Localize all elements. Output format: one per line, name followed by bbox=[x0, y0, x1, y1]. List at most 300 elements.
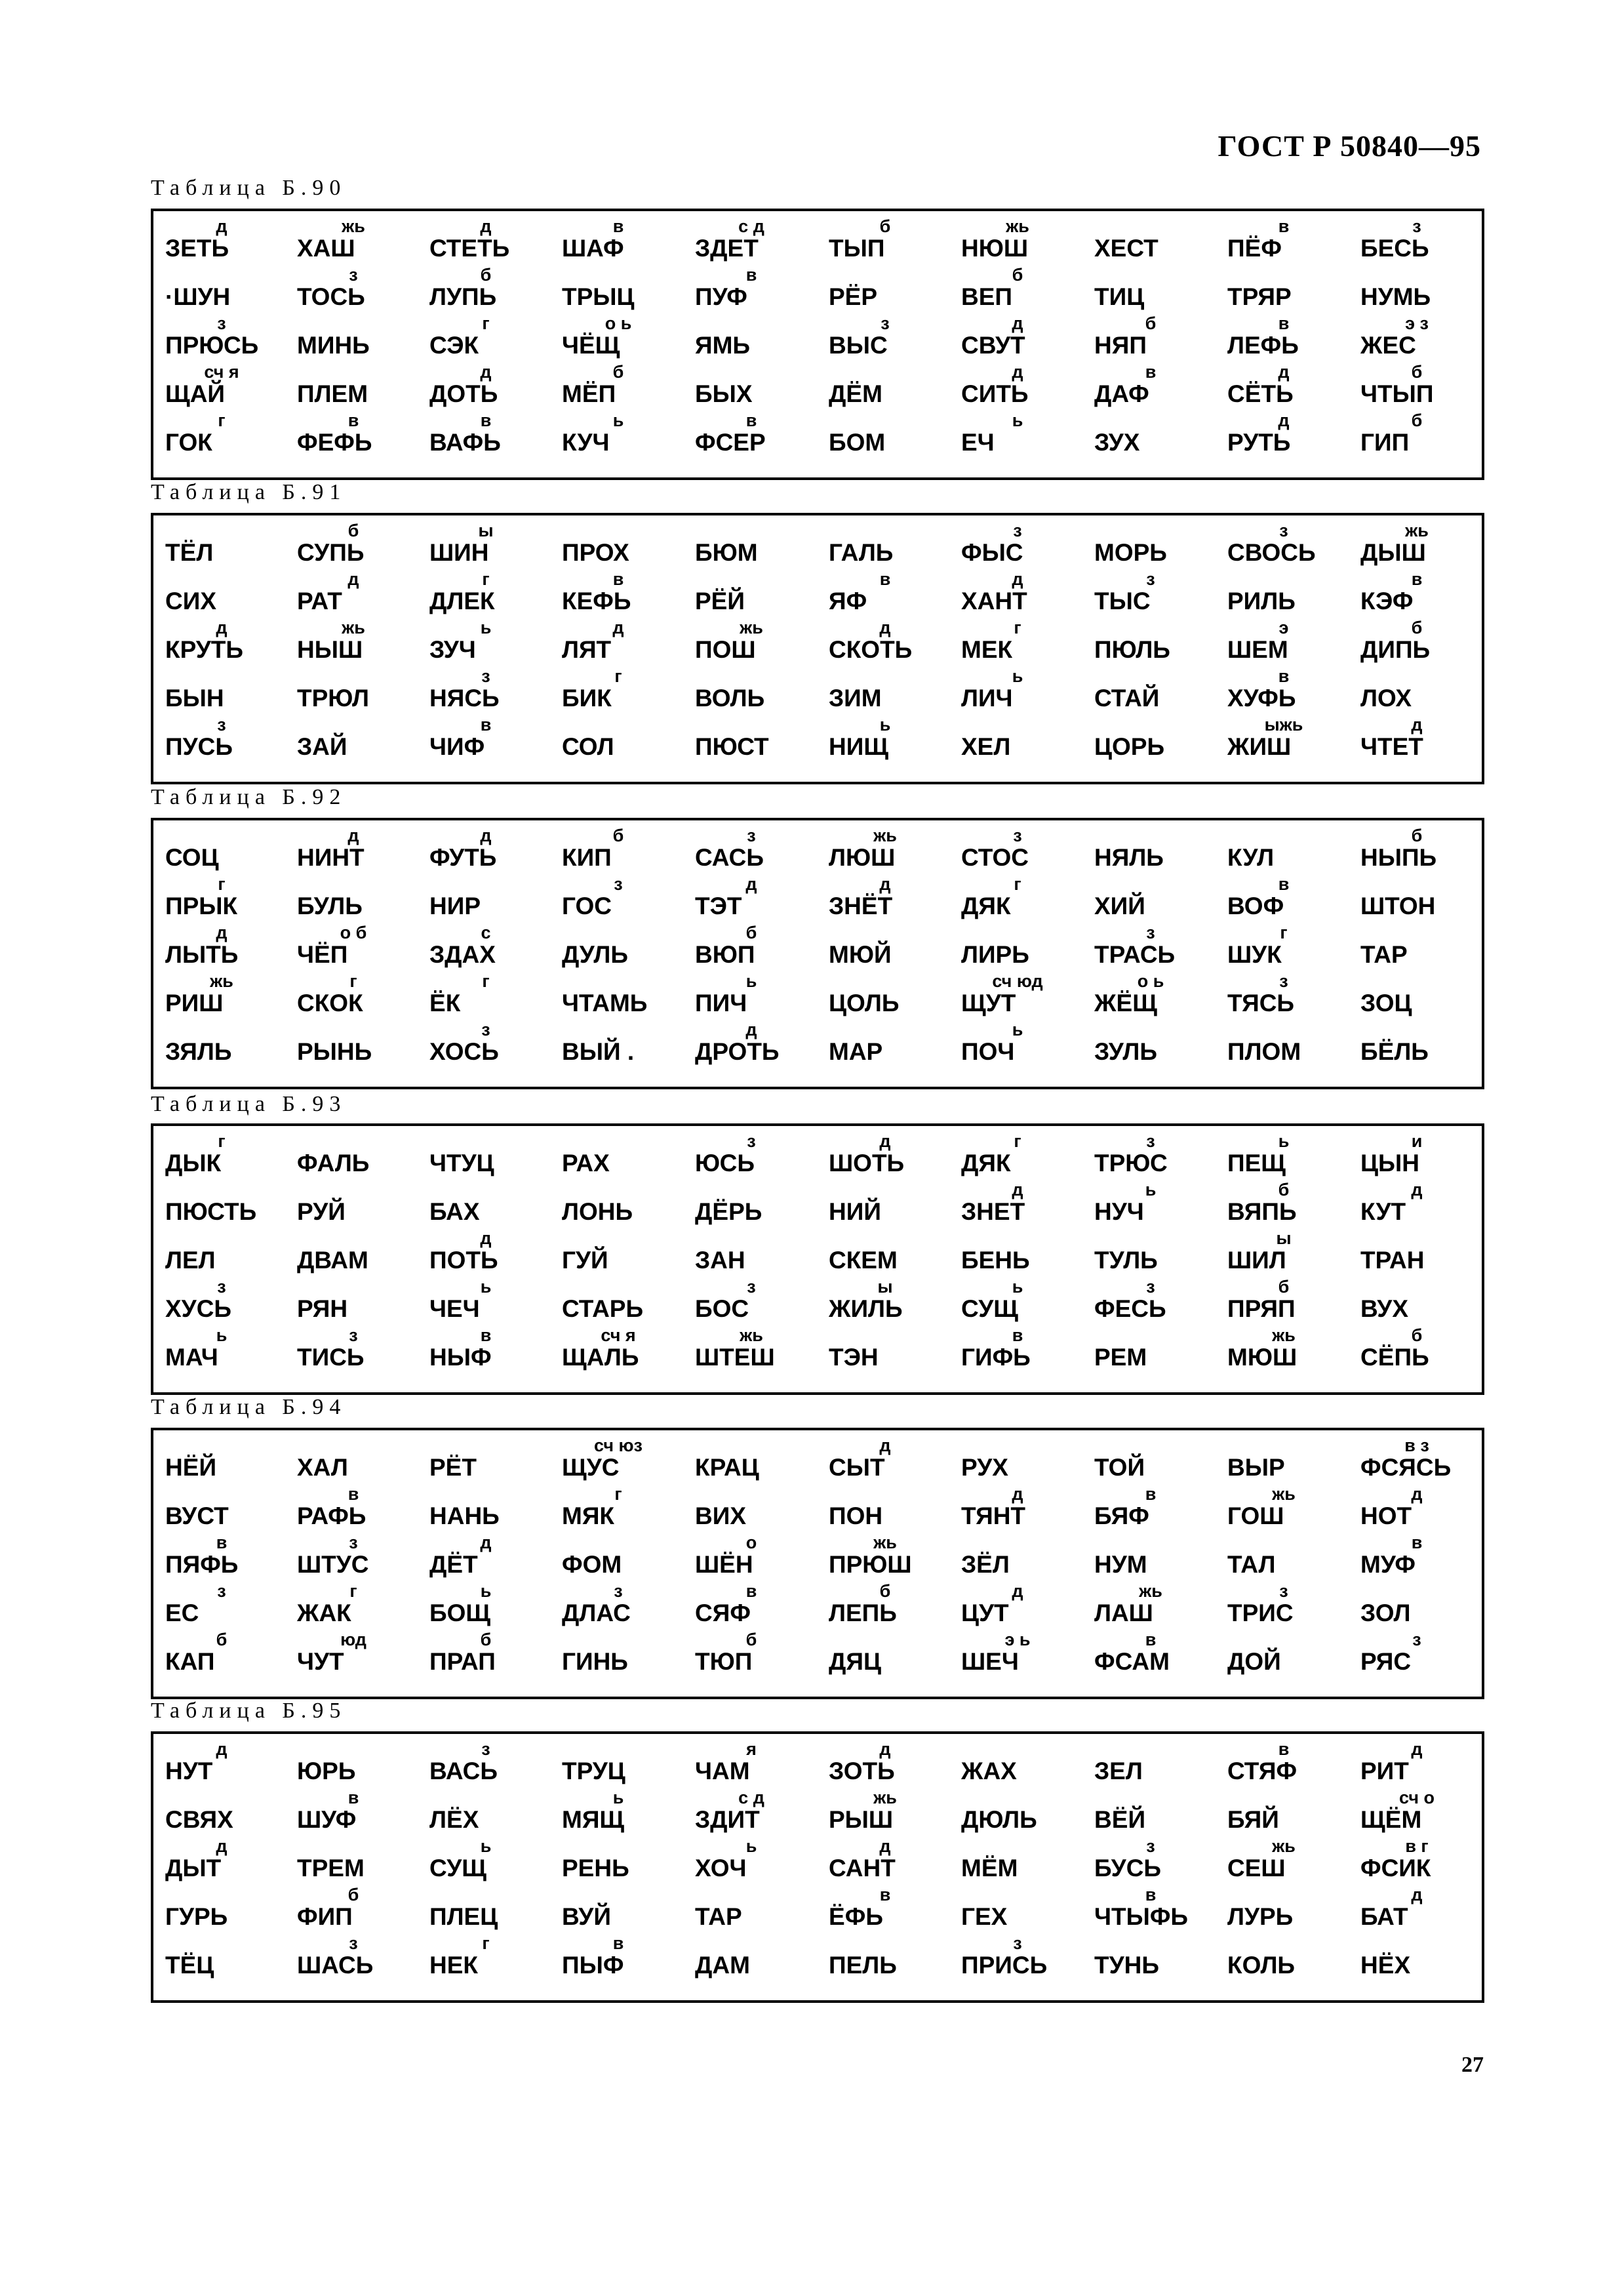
table-cell bbox=[156, 1020, 287, 1068]
cell-variant-annotation: о ь bbox=[1137, 971, 1164, 991]
table-cell bbox=[1351, 1836, 1482, 1885]
table-cell bbox=[1351, 1277, 1482, 1325]
cell-word: ЦОРЬ bbox=[1094, 733, 1165, 760]
cell-word: ГУРЬ bbox=[165, 1903, 228, 1930]
cell-variant-annotation: о б bbox=[340, 923, 367, 942]
cell-variant-annotation: с bbox=[481, 923, 491, 942]
table-cell bbox=[686, 874, 817, 923]
cell-word: ХОЧ bbox=[695, 1855, 747, 1882]
table-cell bbox=[952, 923, 1083, 971]
table-cell bbox=[1218, 618, 1349, 666]
cell-word: ЧТЕТ bbox=[1360, 733, 1423, 760]
table-cell bbox=[1351, 521, 1482, 569]
cell-variant-annotation: г bbox=[482, 313, 490, 333]
table-cell bbox=[1218, 1325, 1349, 1374]
cell-word: ГИНЬ bbox=[562, 1648, 628, 1675]
table-cell bbox=[1085, 1277, 1216, 1325]
table-cell bbox=[156, 411, 287, 459]
table-cell bbox=[420, 1180, 551, 1228]
syllable-table bbox=[151, 818, 1484, 1089]
cell-word: ТИСЬ bbox=[297, 1344, 365, 1371]
cell-variant-annotation: б bbox=[1411, 362, 1423, 382]
cell-variant-annotation: ь bbox=[1012, 1277, 1023, 1297]
table-cell bbox=[288, 1277, 419, 1325]
table-cell bbox=[288, 874, 419, 923]
cell-variant-annotation: в bbox=[745, 265, 757, 285]
table-cell bbox=[288, 1630, 419, 1678]
cell-variant-annotation: д bbox=[480, 1533, 492, 1552]
cell-variant-annotation: ь bbox=[1145, 1180, 1157, 1199]
cell-word: ЗОЛ bbox=[1360, 1600, 1411, 1626]
table-cell bbox=[553, 1228, 684, 1277]
cell-word: СЭК bbox=[429, 332, 479, 359]
cell-variant-annotation: в bbox=[1411, 569, 1423, 589]
cell-variant-annotation: д bbox=[879, 618, 891, 637]
cell-word: ЯМЬ bbox=[695, 332, 751, 359]
cell-variant-annotation: з bbox=[349, 265, 358, 285]
cell-variant-annotation: г bbox=[1014, 618, 1021, 637]
cell-word: ГИП bbox=[1360, 429, 1410, 456]
cell-word: БУЛЬ bbox=[297, 893, 363, 919]
cell-word: НЫПЬ bbox=[1360, 844, 1437, 871]
table-cell bbox=[1218, 666, 1349, 715]
cell-word: ШОТЬ bbox=[829, 1150, 905, 1177]
cell-word: РЕНЬ bbox=[562, 1855, 629, 1882]
table-cell bbox=[156, 1630, 287, 1678]
cell-variant-annotation: б bbox=[1278, 1180, 1290, 1199]
table-cell bbox=[1085, 1436, 1216, 1484]
cell-word: БЕНЬ bbox=[961, 1247, 1030, 1274]
table-cell bbox=[686, 1277, 817, 1325]
cell-word: ЖИЛЬ bbox=[829, 1295, 903, 1322]
table-cell bbox=[420, 1836, 551, 1885]
cell-word: НАНЬ bbox=[429, 1502, 500, 1529]
cell-variant-annotation: з bbox=[1146, 1277, 1155, 1297]
cell-word: БЮМ bbox=[695, 539, 758, 566]
table-cell bbox=[1218, 715, 1349, 763]
table-cell bbox=[952, 1277, 1083, 1325]
cell-variant-annotation: в bbox=[879, 1885, 891, 1904]
cell-variant-annotation: д bbox=[347, 826, 359, 845]
table-cell bbox=[952, 1739, 1083, 1788]
cell-variant-annotation: в bbox=[1278, 874, 1290, 894]
cell-variant-annotation: в bbox=[480, 1325, 492, 1345]
table-cell bbox=[1218, 1788, 1349, 1836]
cell-word: ВОФ bbox=[1227, 893, 1284, 919]
cell-variant-annotation: з bbox=[349, 1933, 358, 1953]
table-cell bbox=[420, 618, 551, 666]
cell-word: ФЕФЬ bbox=[297, 429, 372, 456]
cell-variant-annotation: в bbox=[879, 569, 891, 589]
table-cell bbox=[686, 1630, 817, 1678]
cell-variant-annotation: ь bbox=[480, 618, 492, 637]
table-cell bbox=[420, 1788, 551, 1836]
table-cell bbox=[156, 923, 287, 971]
table-cell bbox=[1085, 1630, 1216, 1678]
cell-word: ВЕП bbox=[961, 283, 1012, 310]
table-cell bbox=[1351, 1739, 1482, 1788]
cell-variant-annotation: жь bbox=[1272, 1484, 1296, 1504]
cell-word: ЧУТ bbox=[297, 1648, 344, 1675]
table-cell bbox=[952, 1325, 1083, 1374]
cell-word: ВЁЙ bbox=[1094, 1806, 1146, 1833]
cell-word: РЯС bbox=[1360, 1648, 1412, 1675]
table-cell bbox=[820, 1533, 951, 1581]
cell-word: ПЫФ bbox=[562, 1952, 624, 1979]
cell-variant-annotation: з bbox=[1013, 826, 1022, 845]
table-cell bbox=[1085, 265, 1216, 313]
table-cell bbox=[288, 923, 419, 971]
cell-variant-annotation: жь bbox=[873, 826, 897, 845]
table-cell bbox=[952, 362, 1083, 411]
table-cell bbox=[553, 1180, 684, 1228]
table-cell bbox=[820, 569, 951, 618]
table-cell bbox=[420, 1885, 551, 1933]
table-cell bbox=[820, 1933, 951, 1982]
cell-word: РЕМ bbox=[1094, 1344, 1147, 1371]
table-caption: Таблица Б.92 bbox=[151, 785, 347, 809]
table-cell bbox=[420, 1581, 551, 1630]
table-cell bbox=[952, 569, 1083, 618]
cell-word: НЁЙ bbox=[165, 1454, 217, 1481]
cell-word: ФСАМ bbox=[1094, 1648, 1170, 1675]
table-cell bbox=[1218, 569, 1349, 618]
table-cell bbox=[1218, 1228, 1349, 1277]
cell-variant-annotation: б bbox=[879, 1581, 891, 1601]
cell-word: ПОН bbox=[829, 1502, 883, 1529]
cell-word: ХАШ bbox=[297, 235, 355, 262]
cell-word: ДРОТЬ bbox=[695, 1038, 780, 1065]
cell-variant-annotation: жь bbox=[210, 971, 233, 991]
cell-word: СЫТ bbox=[829, 1454, 885, 1481]
table-cell bbox=[1351, 411, 1482, 459]
cell-word: ПРЯП bbox=[1227, 1295, 1296, 1322]
cell-word: ПЮСТЬ bbox=[165, 1198, 257, 1225]
cell-word: ГОС bbox=[562, 893, 612, 919]
table-cell bbox=[1218, 362, 1349, 411]
cell-word: МОРЬ bbox=[1094, 539, 1167, 566]
table-cell bbox=[420, 1484, 551, 1533]
cell-word: ФСИК bbox=[1360, 1855, 1431, 1882]
cell-word: МУФ bbox=[1360, 1551, 1416, 1578]
table-cell bbox=[156, 521, 287, 569]
cell-variant-annotation: з bbox=[1279, 521, 1288, 540]
table-cell bbox=[288, 1484, 419, 1533]
cell-variant-annotation: ь bbox=[745, 1836, 757, 1856]
cell-variant-annotation: б bbox=[1411, 1325, 1423, 1345]
table-cell bbox=[1218, 1020, 1349, 1068]
table-cell bbox=[420, 666, 551, 715]
table-cell bbox=[1085, 1533, 1216, 1581]
table-caption: Таблица Б.90 bbox=[151, 176, 347, 200]
cell-word: КЕФЬ bbox=[562, 588, 631, 614]
table-cell bbox=[1351, 971, 1482, 1020]
cell-word: БОМ bbox=[829, 429, 886, 456]
cell-word: СТАРЬ bbox=[562, 1295, 644, 1322]
table-cell bbox=[686, 1533, 817, 1581]
cell-word: НЯП bbox=[1094, 332, 1147, 359]
table-cell bbox=[288, 715, 419, 763]
cell-word: ТОСЬ bbox=[297, 283, 365, 310]
table-cell bbox=[820, 1277, 951, 1325]
table-cell bbox=[1218, 1933, 1349, 1982]
cell-variant-annotation: жь bbox=[1139, 1581, 1162, 1601]
table-cell bbox=[686, 1933, 817, 1982]
cell-word: ЦЫН bbox=[1360, 1150, 1419, 1177]
cell-word: ТЯНТ bbox=[961, 1502, 1026, 1529]
cell-variant-annotation: д bbox=[216, 1836, 228, 1856]
cell-word: СИХ bbox=[165, 588, 216, 614]
syllable-table bbox=[151, 513, 1484, 784]
cell-word: ТЭН bbox=[829, 1344, 879, 1371]
cell-word: ЗДИТ bbox=[695, 1806, 760, 1833]
cell-word: КАП bbox=[165, 1648, 215, 1675]
cell-variant-annotation: з bbox=[217, 1581, 226, 1601]
table-cell bbox=[1085, 216, 1216, 265]
cell-word: РУТЬ bbox=[1227, 429, 1291, 456]
table-cell bbox=[553, 265, 684, 313]
cell-variant-annotation: ь bbox=[1012, 1020, 1023, 1039]
table-cell bbox=[156, 265, 287, 313]
table-cell bbox=[1351, 1484, 1482, 1533]
cell-word: БЁЛЬ bbox=[1360, 1038, 1429, 1065]
table-cell bbox=[952, 971, 1083, 1020]
document-header: ГОСТ Р 50840—95 bbox=[1218, 129, 1481, 163]
cell-word: ДИПЬ bbox=[1360, 636, 1431, 663]
cell-word: ЗУХ bbox=[1094, 429, 1140, 456]
cell-word: ВЫР bbox=[1227, 1454, 1285, 1481]
cell-variant-annotation: в bbox=[1145, 362, 1157, 382]
cell-variant-annotation: з bbox=[1146, 923, 1155, 942]
table-cell bbox=[288, 1533, 419, 1581]
cell-variant-annotation: ь bbox=[745, 971, 757, 991]
cell-word: ЛЁХ bbox=[429, 1806, 479, 1833]
cell-word: КРУТЬ bbox=[165, 636, 243, 663]
table-cell bbox=[420, 1325, 551, 1374]
table-cell bbox=[1218, 313, 1349, 362]
cell-word: НУМ bbox=[1094, 1551, 1147, 1578]
cell-word: ДЯЦ bbox=[829, 1648, 881, 1675]
cell-word: ДАФ bbox=[1094, 380, 1149, 407]
cell-word: ТРЮС bbox=[1094, 1150, 1168, 1177]
table-cell bbox=[952, 1581, 1083, 1630]
table-cell bbox=[686, 1180, 817, 1228]
cell-word: СЁТЬ bbox=[1227, 380, 1294, 407]
table-cell bbox=[1351, 1131, 1482, 1180]
cell-variant-annotation: с д bbox=[738, 1788, 764, 1807]
table-cell bbox=[156, 618, 287, 666]
cell-word: РУЙ bbox=[297, 1198, 346, 1225]
cell-variant-annotation: з bbox=[747, 1131, 756, 1151]
cell-variant-annotation: в bbox=[745, 411, 757, 430]
cell-variant-annotation: д bbox=[879, 1436, 891, 1455]
cell-word: РЁР bbox=[829, 283, 878, 310]
cell-word: ТИЦ bbox=[1094, 283, 1145, 310]
table-cell bbox=[820, 666, 951, 715]
cell-word: СИТЬ bbox=[961, 380, 1029, 407]
table-cell bbox=[1218, 1533, 1349, 1581]
table-cell bbox=[1085, 1885, 1216, 1933]
cell-variant-annotation: в bbox=[480, 715, 492, 735]
table-cell bbox=[1218, 521, 1349, 569]
cell-word: ЩУТ bbox=[961, 990, 1016, 1017]
cell-word: ЛЯТ bbox=[562, 636, 612, 663]
table-cell bbox=[156, 569, 287, 618]
table-cell bbox=[288, 1228, 419, 1277]
table-cell bbox=[156, 1180, 287, 1228]
cell-variant-annotation: в г bbox=[1405, 1836, 1429, 1856]
cell-variant-annotation: г bbox=[482, 1933, 490, 1953]
table-cell bbox=[420, 313, 551, 362]
cell-variant-annotation: з bbox=[1412, 216, 1421, 236]
cell-word: ЕС bbox=[165, 1600, 199, 1626]
table-cell bbox=[1085, 715, 1216, 763]
table-cell bbox=[820, 1630, 951, 1678]
cell-variant-annotation: ы bbox=[1276, 1228, 1292, 1248]
cell-word: МЁМ bbox=[961, 1855, 1018, 1882]
cell-word: СВУТ bbox=[961, 332, 1025, 359]
table-cell bbox=[156, 1739, 287, 1788]
cell-variant-annotation: ь bbox=[216, 1325, 228, 1345]
table-cell bbox=[553, 1836, 684, 1885]
cell-word: РЁТ bbox=[429, 1454, 477, 1481]
table-cell bbox=[1085, 874, 1216, 923]
table-cell bbox=[553, 569, 684, 618]
table-cell bbox=[952, 265, 1083, 313]
table-cell bbox=[952, 313, 1083, 362]
table-cell bbox=[156, 313, 287, 362]
cell-word: БАТ bbox=[1360, 1903, 1408, 1930]
cell-word: ДВАМ bbox=[297, 1247, 368, 1274]
cell-variant-annotation: б bbox=[1411, 411, 1423, 430]
cell-variant-annotation: ь bbox=[1012, 666, 1023, 686]
cell-variant-annotation: в bbox=[745, 1581, 757, 1601]
cell-word: ХИЙ bbox=[1094, 893, 1145, 919]
table-cell bbox=[952, 666, 1083, 715]
table-cell bbox=[288, 618, 419, 666]
table-cell bbox=[553, 216, 684, 265]
table-cell bbox=[1351, 265, 1482, 313]
table-cell bbox=[686, 1788, 817, 1836]
cell-variant-annotation: з bbox=[1013, 1933, 1022, 1953]
table-cell bbox=[686, 569, 817, 618]
table-cell bbox=[420, 1020, 551, 1068]
table-cell bbox=[156, 971, 287, 1020]
table-cell bbox=[686, 1739, 817, 1788]
table-cell bbox=[420, 1933, 551, 1982]
cell-word: СКОТЬ bbox=[829, 636, 913, 663]
cell-word: ФСЕР bbox=[695, 429, 766, 456]
table-cell bbox=[820, 923, 951, 971]
table-cell bbox=[1085, 313, 1216, 362]
table-cell bbox=[820, 1131, 951, 1180]
cell-word: СОЛ bbox=[562, 733, 614, 760]
cell-word: ШТУС bbox=[297, 1551, 369, 1578]
cell-word: ДЫТ bbox=[165, 1855, 222, 1882]
cell-word: НИЙ bbox=[829, 1198, 881, 1225]
table-cell bbox=[1218, 1581, 1349, 1630]
table-cell bbox=[952, 1131, 1083, 1180]
cell-variant-annotation: г bbox=[218, 411, 226, 430]
table-cell bbox=[156, 666, 287, 715]
table-cell bbox=[156, 1885, 287, 1933]
table-cell bbox=[553, 521, 684, 569]
table-caption: Таблица Б.91 bbox=[151, 480, 347, 504]
cell-variant-annotation: жь bbox=[342, 618, 365, 637]
cell-word: ЖАК bbox=[297, 1600, 351, 1626]
table-cell bbox=[288, 1581, 419, 1630]
cell-word: ЖАХ bbox=[961, 1758, 1017, 1784]
cell-word: РАФЬ bbox=[297, 1502, 366, 1529]
table-cell bbox=[288, 362, 419, 411]
cell-word: НИЩ bbox=[829, 733, 889, 760]
cell-variant-annotation: з bbox=[1412, 1630, 1421, 1649]
table-cell bbox=[686, 362, 817, 411]
cell-variant-annotation: д bbox=[1012, 1581, 1023, 1601]
table-cell bbox=[1351, 362, 1482, 411]
table-cell bbox=[820, 1325, 951, 1374]
table-cell bbox=[156, 715, 287, 763]
table-cell bbox=[553, 666, 684, 715]
cell-variant-annotation: жь bbox=[740, 618, 763, 637]
cell-variant-annotation: д bbox=[1411, 1180, 1423, 1199]
cell-word: ШЁН bbox=[695, 1551, 753, 1578]
cell-word: ШИН bbox=[429, 539, 489, 566]
cell-word: БОЩ bbox=[429, 1600, 491, 1626]
table-cell bbox=[1218, 1131, 1349, 1180]
cell-word: ГОК bbox=[165, 429, 212, 456]
table-cell bbox=[420, 1630, 551, 1678]
cell-word: НЮШ bbox=[961, 235, 1029, 262]
cell-word: МЯЩ bbox=[562, 1806, 625, 1833]
cell-word: НЫШ bbox=[297, 636, 363, 663]
table-caption: Таблица Б.94 bbox=[151, 1395, 347, 1419]
cell-word: ГЕХ bbox=[961, 1903, 1008, 1930]
cell-word: ПРАП bbox=[429, 1648, 496, 1675]
table-cell bbox=[952, 216, 1083, 265]
table-cell bbox=[820, 1885, 951, 1933]
table-cell bbox=[1085, 1933, 1216, 1982]
cell-word: КУЛ bbox=[1227, 844, 1275, 871]
cell-word: ТЭТ bbox=[695, 893, 742, 919]
table-cell bbox=[553, 923, 684, 971]
table-cell bbox=[288, 1885, 419, 1933]
cell-word: ДЫК bbox=[165, 1150, 222, 1177]
cell-variant-annotation: д bbox=[879, 1739, 891, 1759]
syllable-table bbox=[151, 1731, 1484, 2003]
cell-word: ЧТАМЬ bbox=[562, 990, 648, 1017]
table-cell bbox=[1218, 874, 1349, 923]
cell-variant-annotation: д bbox=[879, 874, 891, 894]
cell-word: ШАФ bbox=[562, 235, 624, 262]
table-cell bbox=[1351, 1180, 1482, 1228]
table-cell bbox=[952, 1885, 1083, 1933]
table-cell bbox=[1085, 411, 1216, 459]
table-cell bbox=[1085, 1484, 1216, 1533]
cell-variant-annotation: д bbox=[612, 618, 624, 637]
cell-variant-annotation: в bbox=[1012, 1325, 1023, 1345]
syllable-table bbox=[151, 1123, 1484, 1395]
table-cell bbox=[156, 1533, 287, 1581]
cell-variant-annotation: б bbox=[347, 1885, 359, 1904]
cell-word: ПУСЬ bbox=[165, 733, 233, 760]
cell-word: НОТ bbox=[1360, 1502, 1412, 1529]
table-cell bbox=[686, 521, 817, 569]
cell-word: ГУЙ bbox=[562, 1247, 608, 1274]
cell-word: ВЫЙ . bbox=[562, 1038, 635, 1065]
table-cell bbox=[553, 1788, 684, 1836]
table-cell bbox=[820, 521, 951, 569]
